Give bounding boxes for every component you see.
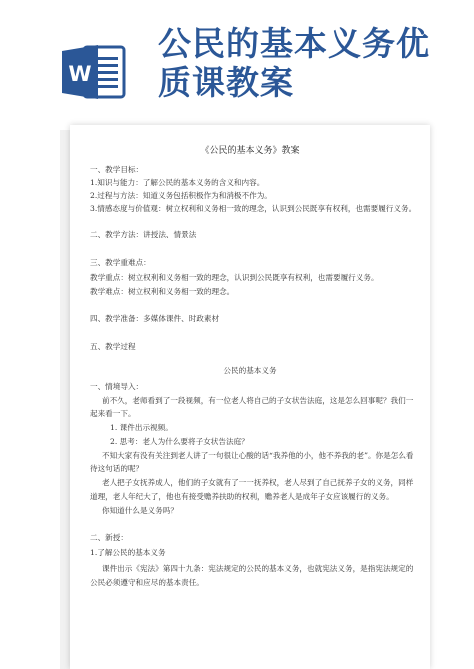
section-heading: 一、教学目标： — [90, 165, 144, 174]
doc-line: 1.了解公民的基本义务 — [90, 548, 166, 557]
doc-line: 待这句话的呢？ — [90, 464, 144, 473]
document-page — [70, 125, 430, 669]
header-banner — [0, 0, 474, 125]
svg-text:W: W — [68, 62, 92, 86]
section-heading: 二、教学方法：讲授法、情景法 — [90, 230, 197, 239]
section-heading: 五、教学过程 — [90, 342, 136, 351]
doc-line: 教学难点：树立权利和义务相一致的理念。 — [90, 287, 235, 296]
page-title-line-1: 公民的基本义务优 — [158, 24, 430, 63]
word-document-icon — [60, 43, 126, 101]
doc-line: 老人把子女抚养成人，他们的子女就有了一一抚养权，老人尽到了自己抚养子女的义务，同样 — [102, 478, 414, 487]
doc-line: 1.知识与能力：了解公民的基本义务的含义和内容。 — [90, 178, 265, 187]
section-heading: 一、情境导入： — [90, 382, 144, 391]
doc-line: 2.过程与方法：知道义务包括积极作为和消极不作为。 — [90, 191, 272, 200]
page-title-line-2: 质课教案 — [158, 63, 294, 102]
doc-line: 道理，老人年纪大了，他也有接受赡养扶助的权利，赡养老人是成年子女应该履行的义务。 — [90, 492, 394, 501]
doc-line: 课件出示《宪法》第四十九条：宪法规定的公民的基本义务，也就宪法义务，是指宪法规定的 — [102, 564, 414, 573]
list-item: 2. 思考：老人为什么要将子女状告法庭？ — [110, 437, 249, 446]
section-heading: 四、教学准备：多媒体课件、时政素材 — [90, 314, 220, 323]
list-item: 1. 课件出示视频。 — [110, 423, 173, 432]
subsection-title: 公民的基本义务 — [223, 366, 277, 375]
doc-line: 3.情感态度与价值观：树立权利和义务相一致的理念，认识到公民既享有权利，也需要履行义务。 — [90, 204, 417, 213]
doc-line: 前不久，老师看到了一段视频，有一位老人将自己的子女状告法庭，这是怎么回事呢？我们一 — [102, 396, 414, 405]
section-heading: 三、教学重难点： — [90, 258, 151, 267]
doc-line: 公民必须遵守和应尽的基本责任。 — [90, 578, 204, 587]
doc-line: 不知大家有没有关注到老人讲了一句很让心酸的话“我养他的小，他不养我的老”。你是怎么看 — [102, 451, 414, 460]
doc-line: 教学重点：树立权利和义务相一致的理念，认识到公民既享有权利，也需要履行义务。 — [90, 273, 379, 282]
document-title: 《公民的基本义务》教案 — [200, 146, 300, 156]
section-heading: 二、新授： — [90, 533, 128, 542]
doc-line: 你知道什么是义务吗？ — [102, 506, 178, 515]
doc-line: 起来看一下。 — [90, 409, 136, 418]
